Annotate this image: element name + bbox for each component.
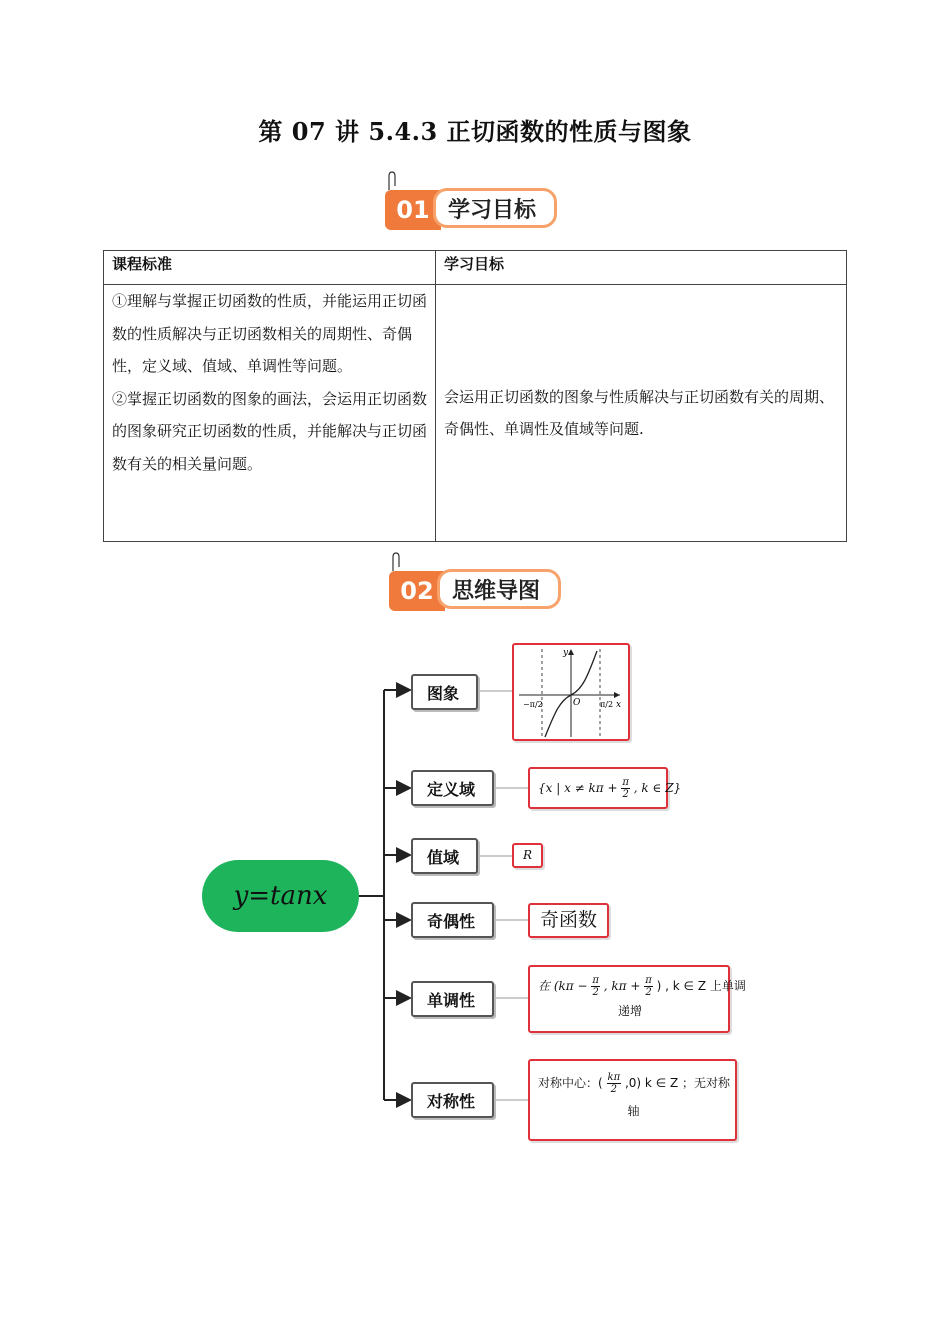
neg-tick-label: −π/2 — [523, 700, 543, 709]
table-header: 学习目标 — [436, 251, 847, 285]
standard-item: ②掌握正切函数的图象的画法，会运用正切函数的图象研究正切函数的性质，并能解决与正切函数有关的相关量问题。 — [112, 389, 428, 473]
pos-tick-label: π/2 — [600, 700, 614, 709]
symm-fraction: $\frac{k\pi}{2}$ — [607, 1072, 621, 1095]
mono-mid: , kπ + — [603, 979, 641, 993]
section-label: 学习目标 — [433, 188, 557, 228]
range-value: R — [522, 848, 533, 862]
learning-goal-cell: 会运用正切函数的图象与性质解决与正切函数有关的周期、奇偶性、单调性及值域等问题. — [436, 285, 847, 542]
node-parity: 奇偶性 — [411, 902, 494, 938]
domain-post: , k ∈ Z} — [633, 781, 682, 795]
leaf-range — [512, 843, 543, 868]
leaf-parity — [528, 903, 609, 938]
node-domain: 定义域 — [411, 770, 494, 806]
domain-pre: {x | x ≠ kπ + — [538, 781, 618, 795]
parity-value: 奇函数 — [539, 909, 597, 931]
page-title: 第 07 讲 5.4.3 正切函数的性质与图象 — [258, 117, 692, 146]
section-number: 01 — [385, 190, 441, 230]
mono-post: ) , k ∈ Z 上单调 — [656, 979, 746, 993]
section-label: 思维导图 — [437, 569, 561, 609]
leaf-graph — [512, 643, 630, 741]
table-header: 课程标准 — [104, 251, 436, 285]
symm-post: ,0) k ∈ Z ；无对称 — [624, 1076, 730, 1090]
node-symmetry: 对称性 — [411, 1082, 494, 1118]
mono-line2: 递增 — [617, 1004, 642, 1018]
leaf-domain — [528, 767, 682, 809]
standard-item: ①理解与掌握正切函数的性质，并能运用正切函数的性质解决与正切函数相关的周期性、奇偶性，定义域、值域、单调性等问题。 — [112, 292, 428, 375]
x-axis-label: x — [616, 700, 622, 710]
leaf-monotonicity — [528, 965, 746, 1033]
section-number: 02 — [389, 571, 445, 611]
root-node: y=tanx — [202, 860, 359, 932]
mono-fraction: $\frac{\pi}{2}$ — [645, 975, 652, 998]
y-axis-label: y — [563, 648, 569, 658]
leaf-symmetry — [528, 1059, 737, 1141]
node-range: 值域 — [411, 838, 478, 874]
mono-fraction: $\frac{\pi}{2}$ — [592, 975, 599, 998]
symm-line2: 轴 — [627, 1104, 640, 1118]
mono-pre: 在 (kπ − — [538, 979, 588, 993]
tangent-graph — [514, 645, 628, 739]
symm-pre: 对称中心：( — [538, 1076, 603, 1090]
origin-label: O — [573, 698, 581, 708]
node-monotonicity: 单调性 — [411, 981, 494, 1017]
domain-fraction: $\frac{\pi}{2}$ — [622, 777, 629, 800]
node-graph: 图象 — [411, 674, 478, 710]
